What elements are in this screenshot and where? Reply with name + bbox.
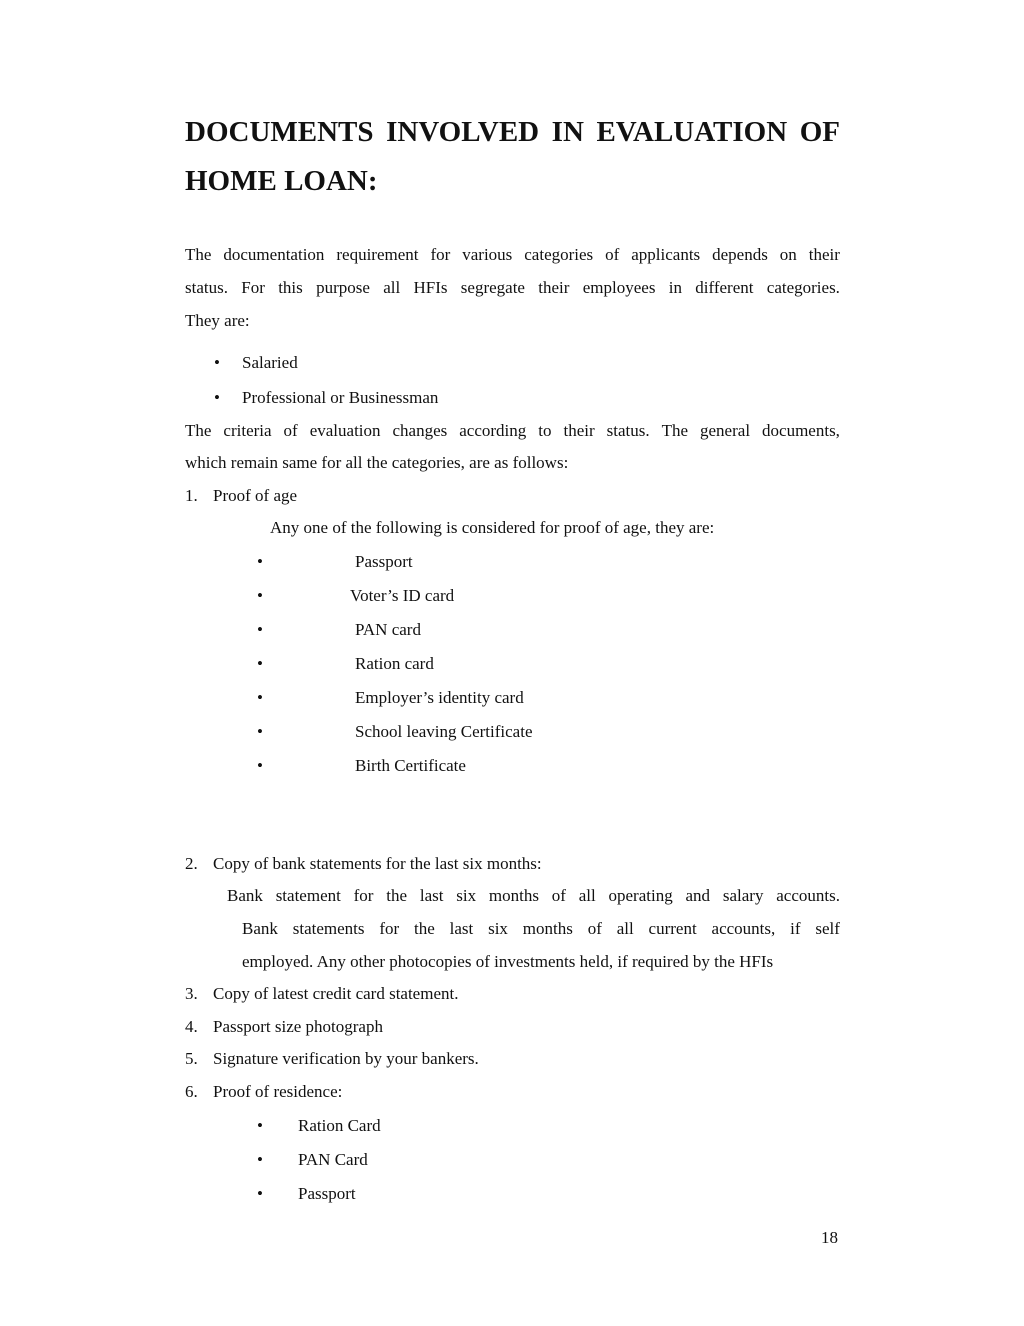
criteria-word: The xyxy=(661,421,689,440)
bank-word: statement xyxy=(275,886,341,905)
bullet-icon: • xyxy=(257,1116,263,1135)
title-word: INVOLVED xyxy=(386,116,540,148)
item-number: 3. xyxy=(185,984,198,1003)
bank-word: operating xyxy=(608,886,673,905)
bullet-icon: • xyxy=(214,353,220,372)
residence-option: Ration Card xyxy=(298,1116,381,1135)
bullet-icon: • xyxy=(257,654,263,673)
age-option: Ration card xyxy=(355,654,434,673)
bullet-icon: • xyxy=(257,688,263,707)
bank-word: if xyxy=(790,919,801,938)
criteria-word: general xyxy=(700,421,751,440)
bank-word: months xyxy=(522,919,573,938)
intro-word: For xyxy=(241,278,265,297)
bank-word: last xyxy=(419,886,444,905)
bank-word: of xyxy=(587,919,602,938)
age-option: Birth Certificate xyxy=(355,756,466,775)
bank-word: for xyxy=(353,886,374,905)
title-word: IN xyxy=(551,116,584,148)
intro-line-1 xyxy=(185,245,840,265)
intro-word: depends xyxy=(712,245,768,264)
item-number: 5. xyxy=(185,1049,198,1068)
intro-word: HFIs xyxy=(413,278,448,297)
intro-word: purpose xyxy=(316,278,370,297)
bullet-icon: • xyxy=(257,1150,263,1169)
criteria-line-1 xyxy=(185,421,840,441)
intro-word: employees xyxy=(582,278,656,297)
proof-of-age-intro: Any one of the following is considered for proof of age, they are: xyxy=(270,518,715,537)
bank-word: Bank xyxy=(227,886,263,905)
bank-word: all xyxy=(578,886,596,905)
bullet-icon: • xyxy=(257,722,263,741)
age-option: School leaving Certificate xyxy=(355,722,533,741)
intro-word: The xyxy=(185,245,212,264)
intro-word: applicants xyxy=(631,245,701,264)
criteria-word: documents, xyxy=(762,421,840,440)
bank-word: all xyxy=(616,919,634,938)
criteria-word: according xyxy=(459,421,527,440)
criteria-word: status. xyxy=(606,421,650,440)
intro-word: status. xyxy=(185,278,228,297)
title-word: OF xyxy=(799,116,840,148)
bank-word: last xyxy=(449,919,474,938)
item-number: 1. xyxy=(185,486,198,505)
bank-word: six xyxy=(456,886,477,905)
criteria-word: criteria xyxy=(223,421,272,440)
bank-word: Bank xyxy=(242,919,278,938)
criteria-word: their xyxy=(563,421,595,440)
intro-word: on xyxy=(779,245,797,264)
age-option: PAN card xyxy=(355,620,421,639)
intro-word: their xyxy=(538,278,570,297)
bank-desc-line-2 xyxy=(242,919,840,939)
item-label-proof-of-age: Proof of age xyxy=(213,486,298,505)
age-option: Employer’s identity card xyxy=(355,688,524,707)
intro-word: of xyxy=(605,245,620,264)
intro-word: this xyxy=(278,278,303,297)
criteria-word: The xyxy=(185,421,212,440)
item-label-photograph: Passport size photograph xyxy=(213,1017,383,1036)
bank-word: accounts. xyxy=(776,886,840,905)
item-number: 2. xyxy=(185,854,198,873)
intro-word: their xyxy=(808,245,840,264)
bank-word: accounts, xyxy=(711,919,776,938)
intro-word: in xyxy=(668,278,682,297)
age-option: Voter’s ID card xyxy=(350,586,455,605)
bank-desc-line-1 xyxy=(227,886,840,906)
page-title-line-2: HOME LOAN: xyxy=(185,165,378,197)
bullet-icon: • xyxy=(257,552,263,571)
intro-word: all xyxy=(383,278,401,297)
intro-word: various xyxy=(462,245,513,264)
category-item: Professional or Businessman xyxy=(242,388,439,407)
criteria-word: to xyxy=(538,421,552,440)
bank-word: self xyxy=(815,919,840,938)
criteria-word: evaluation xyxy=(309,421,381,440)
bank-word: the xyxy=(386,886,408,905)
item-number: 6. xyxy=(185,1082,198,1101)
bank-word: of xyxy=(551,886,566,905)
age-option: Passport xyxy=(355,552,413,571)
title-word: EVALUATION xyxy=(596,116,788,148)
category-item: Salaried xyxy=(242,353,298,372)
bank-word: six xyxy=(488,919,508,938)
title-word: DOCUMENTS xyxy=(185,116,374,148)
bank-desc-line-3: employed. Any other photocopies of investments held, if required by the HFIs xyxy=(242,952,774,971)
intro-word: different xyxy=(695,278,754,297)
bullet-icon: • xyxy=(257,586,263,605)
bank-word: and xyxy=(685,886,711,905)
residence-option: Passport xyxy=(298,1184,356,1203)
bullet-icon: • xyxy=(257,620,263,639)
bank-word: for xyxy=(379,919,400,938)
intro-word: for xyxy=(430,245,451,264)
criteria-word: of xyxy=(283,421,298,440)
intro-word: segregate xyxy=(460,278,525,297)
intro-word: documentation xyxy=(223,245,325,264)
intro-line-2 xyxy=(185,278,840,298)
bank-word: the xyxy=(414,919,435,938)
bank-word: current xyxy=(648,919,697,938)
bank-word: months xyxy=(488,886,539,905)
intro-word: categories. xyxy=(766,278,840,297)
item-number: 4. xyxy=(185,1017,198,1036)
item-label-signature: Signature verification by your bankers. xyxy=(213,1049,479,1068)
item-label-credit-card: Copy of latest credit card statement. xyxy=(213,984,459,1003)
item-label-bank-statements: Copy of bank statements for the last six months: xyxy=(213,854,542,873)
page-number: 18 xyxy=(821,1228,838,1247)
intro-line-3: They are: xyxy=(185,311,250,330)
item-label-proof-of-residence: Proof of residence: xyxy=(213,1082,343,1101)
criteria-word: changes xyxy=(392,421,448,440)
bank-word: salary xyxy=(722,886,764,905)
bullet-icon: • xyxy=(257,756,263,775)
intro-word: requirement xyxy=(336,245,419,264)
intro-word: categories xyxy=(524,245,594,264)
page-title-line-1 xyxy=(185,118,840,147)
criteria-line-2: which remain same for all the categories, are as follows: xyxy=(185,453,569,472)
residence-option: PAN Card xyxy=(298,1150,368,1169)
bullet-icon: • xyxy=(257,1184,263,1203)
bank-word: statements xyxy=(292,919,365,938)
bullet-icon: • xyxy=(214,388,220,407)
